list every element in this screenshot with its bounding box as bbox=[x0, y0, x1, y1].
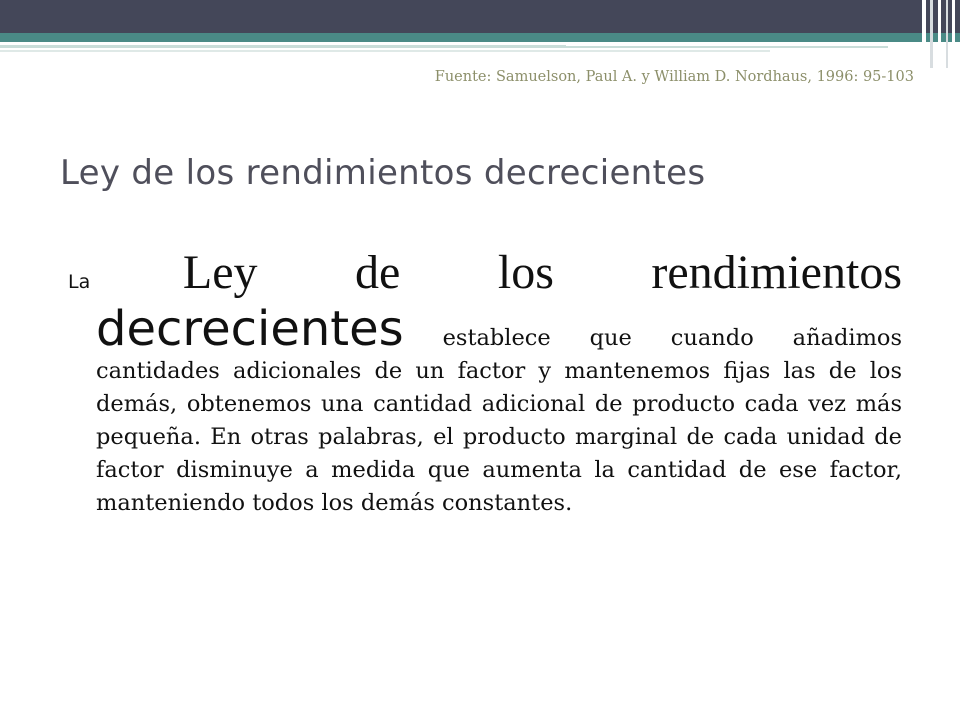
body-continuation: establece que cuando añadimos cantidades adicionales de un factor y mantenemos fijas las de los demás, obtenemos una cantidad adicional de producto cada vez más pequeña. En otras palabras, el producto marginal de cada unidad de factor disminuye a medida que aumenta la cantidad de ese factor, manteniendo todos los demás constantes. bbox=[96, 325, 903, 516]
corner-stripe bbox=[952, 0, 955, 68]
header-band-dark bbox=[0, 0, 960, 33]
body-paragraph bbox=[68, 244, 903, 520]
header-rule-gap bbox=[566, 44, 888, 46]
term-heading-tail: decrecientes bbox=[96, 301, 404, 357]
header-rule-lower bbox=[0, 50, 770, 52]
header-band-teal bbox=[0, 33, 960, 42]
slide-title: Ley de los rendimientos decrecientes bbox=[60, 153, 706, 193]
corner-stripe bbox=[946, 0, 948, 68]
lead-word: La bbox=[68, 271, 91, 293]
corner-stripe bbox=[922, 0, 926, 68]
term-heading: Ley de los rendimientos bbox=[182, 246, 903, 299]
corner-stripe bbox=[930, 0, 933, 68]
source-citation: Fuente: Samuelson, Paul A. y William D. Nordhaus, 1996: 95-103 bbox=[434, 69, 914, 85]
corner-stripe bbox=[938, 0, 941, 68]
